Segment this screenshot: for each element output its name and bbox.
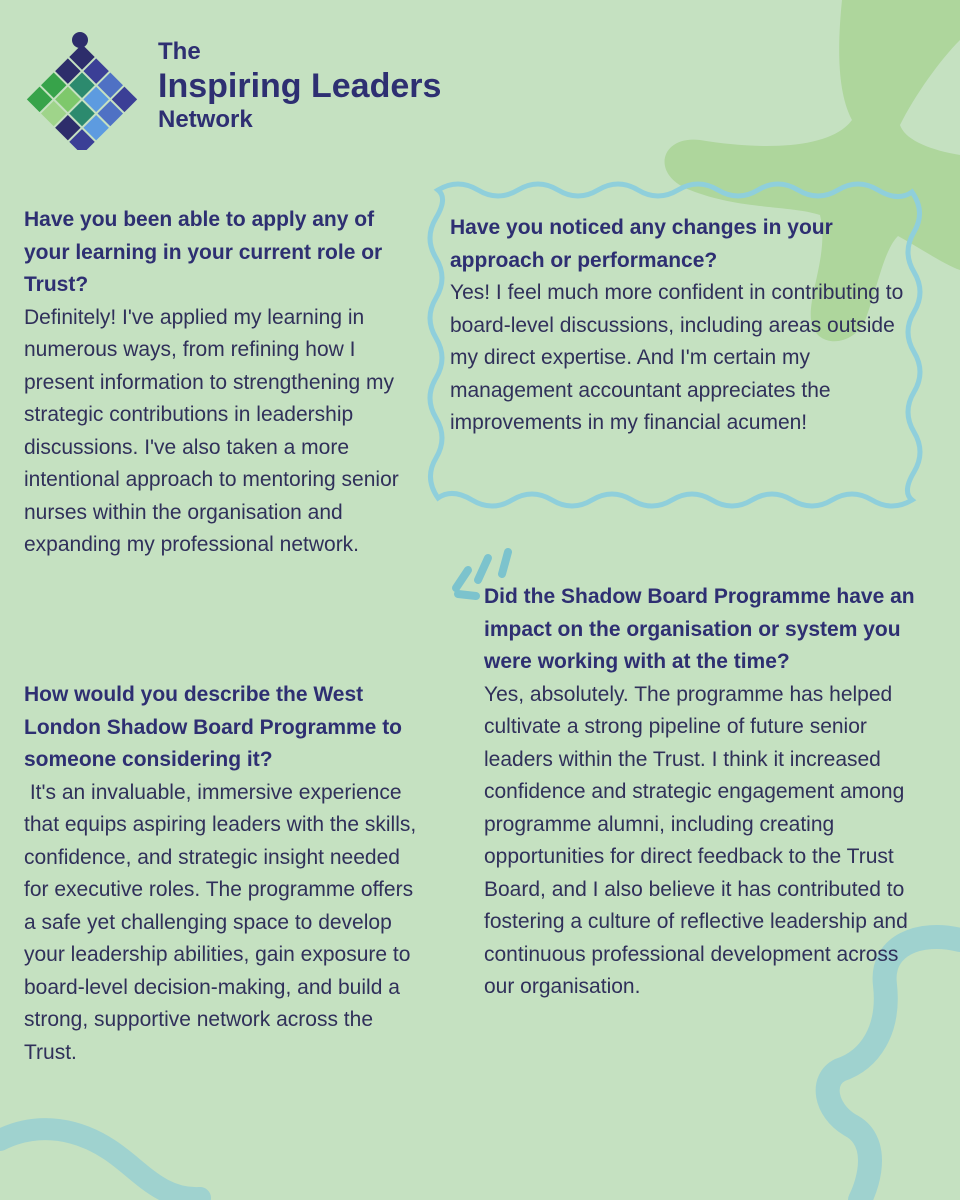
question-1: Have you been able to apply any of your learning in your current role or Trust? — [24, 208, 383, 296]
logo-mark-icon — [22, 30, 142, 150]
question-4: Did the Shadow Board Programme have an impact on the organisation or system you were working with at the time? — [484, 585, 915, 673]
brand-wordmark — [158, 38, 441, 134]
squiggle-decoration — [0, 1129, 200, 1198]
answer-1: Definitely! I've applied my learning in numerous ways, from refining how I present information to strengthening my strategic contributions in leadership discussions. I've also taken a more intentional approach to mentoring senior nurses within the organisation and expanding my professional network. — [24, 305, 399, 556]
qa-block-1 — [24, 204, 414, 562]
brand-line-3: Network — [158, 106, 253, 133]
question-3: How would you describe the West London Shadow Board Programme to someone considering it? — [24, 683, 403, 771]
qa-block-4 — [484, 581, 924, 1004]
qa-block-3 — [24, 679, 429, 1069]
brand-line-1: The — [158, 38, 201, 65]
brand-line-2: Inspiring Leaders — [158, 67, 442, 105]
question-2: Have you noticed any changes in your approach or performance? — [450, 216, 833, 272]
qa-block-2 — [450, 212, 910, 440]
answer-2: Yes! I feel much more confident in contributing to board-level discussions, including areas outside my direct expertise. And I'm certain my management accountant appreciates the improvements in my financial acumen! — [450, 281, 904, 434]
answer-4: Yes, absolutely. The programme has helped cultivate a strong pipeline of future senior leaders within the Trust. I think it increased confidence and strategic engagement among programme alumni, including creating opportunities for direct feedback to the Trust Board, and I also believe it has contributed to fostering a culture of reflective leadership and continuous professional development across our organisation. — [484, 682, 908, 998]
answer-3: It's an invaluable, immersive experience that equips aspiring leaders with the skills, confidence, and strategic insight needed for executive roles. The programme offers a safe yet challenging space to develop your leadership abilities, gain exposure to board-level decision-making, and build a strong, supportive network across the Trust. — [24, 780, 423, 1064]
